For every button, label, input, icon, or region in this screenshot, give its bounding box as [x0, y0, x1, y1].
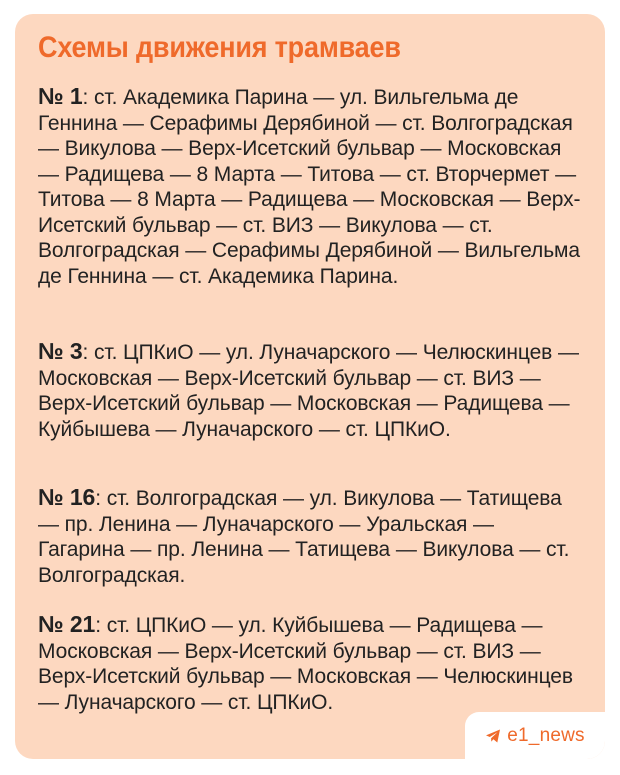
channel-badge[interactable]	[465, 712, 605, 759]
route-number: № 16	[38, 484, 96, 510]
route-21	[38, 612, 586, 715]
route-1	[38, 84, 586, 289]
page-title: Схемы движения трамваев	[38, 31, 401, 64]
route-3	[38, 339, 586, 442]
route-number: № 3	[38, 338, 83, 364]
route-description: : ст. ЦПКиО — ул. Луначарского — Челюскинцев — Московская — Верх-Исетский бульвар — ст. ВИЗ — Верх-Исетский бульвар — Московская — Радищева — Куйбышева — Луначарского — ст. ЦПКиО.	[38, 341, 579, 441]
telegram-icon	[485, 728, 501, 744]
route-number: № 1	[38, 83, 83, 109]
route-description: : ст. ЦПКиО — ул. Куйбышева — Радищева — Московская — Верх-Исетский бульвар — ст. ВИЗ — Верх-Исетский бульвар — Московская — Челюскинцев — Луначарского — ст. ЦПКиО.	[38, 614, 573, 714]
channel-name[interactable]: e1_news	[507, 724, 585, 746]
route-description: : ст. Академика Парина — ул. Вильгельма де Геннина — Серафимы Дерябиной — ст. Волгоградская — Викулова — Верх-Исетский бульвар — Московская — Радищева — 8 Марта — Титова — ст. Вторчермет — Титова — 8 Марта — Радищева — Московская — Верх-Исетский бульвар — ст. ВИЗ — Викулова — ст. Волгоградская — Серафимы Дерябиной — Вильгельма де Геннина — ст. Академика Парина.	[38, 86, 581, 288]
route-number: № 21	[38, 611, 96, 637]
route-description: : ст. Волгоградская — ул. Викулова — Татищева — пр. Ленина — Луначарского — Уральская — Гагарина — пр. Ленина — Татищева — Викулова — ст. Волгоградская.	[38, 487, 570, 587]
route-16	[38, 485, 586, 588]
